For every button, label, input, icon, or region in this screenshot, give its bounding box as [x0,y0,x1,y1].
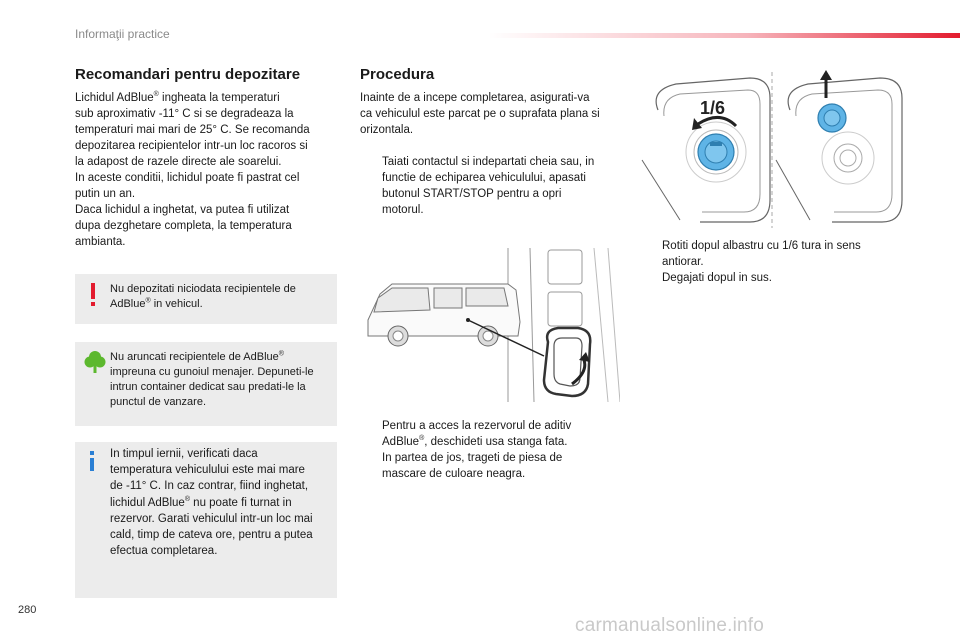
cap-illustration [640,70,930,230]
cap-rotation-label: 1/6 [700,98,726,118]
info-line: In timpul iernii, verificati daca [110,448,258,460]
info-line: de -11° C. In caz contrar, fiind inghetat, [110,480,309,493]
info-line: lichidul AdBlue® nu poate fi turnat in [110,495,292,509]
warning-line: Nu depozitati niciodata recipientele de [110,283,296,295]
step-1: Taiati contactul si indepartati cheia sau, in functie de echiparea vehiculului, apasati butonul START/STOP pentru a opri motorul. [382,156,595,216]
storage-line: dupa dezghetare completa, la temperatura [75,220,292,232]
eco-note [75,342,337,426]
storage-line: Daca lichidul a inghetat, va putea fi utilizat [75,204,290,216]
eco-line: Nu aruncati recipientele de AdBlue® [110,350,284,363]
info-note [75,442,337,598]
storage-paragraph [75,90,337,250]
procedure-title: Procedura [360,66,435,83]
info-line: rezervor. Garati vehiculul intr-un loc mai [110,512,313,525]
procedure-intro: Inainte de a incepe completarea, asigurati-va ca vehiculul este parcat pe o suprafata plana si orizontala. [360,92,600,136]
info-line: temperatura vehiculului este mai mare [110,464,305,477]
watermark: carmanualsonline.info [575,615,765,636]
storage-line: Lichidul AdBlue® ingheata la temperaturi [75,91,280,104]
eco-line: punctul de vanzare. [110,396,207,408]
warning-note [75,274,337,324]
storage-line: depozitarea recipientelor intr-un loc racoros si [75,140,308,152]
page-number: 280 [18,604,37,616]
info-icon [86,450,98,472]
storage-line: sub aproximativ -11° C si se degradeaza la [75,108,294,120]
storage-line: temperaturi mai mari de 25° C. Se recomanda [75,124,310,136]
warning-line: AdBlue® in vehicul. [110,297,203,310]
step-3: In partea de jos, trageti de piesa de mascare de culoare neagra. [382,452,563,480]
eco-line: intrun container dedicat sau predati-le la [110,381,306,393]
info-line: efectua completarea. [110,545,218,558]
header-accent-bar [488,33,960,38]
step-2: Pentru a acces la rezervorul de aditiv AdBlue®, deschideti usa stanga fata. [382,420,572,448]
tree-icon [84,350,106,374]
step-4: Rotiti dopul albastru cu 1/6 tura in sens antiorar. [662,240,861,268]
storage-line: In aceste conditii, lichidul poate fi pastrat cel [75,172,300,184]
van-filler-illustration [358,244,620,406]
exclamation-icon [86,282,100,308]
storage-line: putin un an. [75,188,136,200]
eco-line: impreuna cu gunoiul menajer. Depuneti-le [110,366,314,378]
step-5: Degajati dopul in sus. [662,272,772,284]
info-line: cald, timp de cateva ore, pentru a putea [110,529,313,542]
storage-line: la adapost de razele directe ale soarelui. [75,156,282,168]
storage-title: Recomandari pentru depozitare [75,66,301,83]
section-header: Informaţii practice [75,27,170,41]
storage-line: ambianta. [75,236,126,248]
